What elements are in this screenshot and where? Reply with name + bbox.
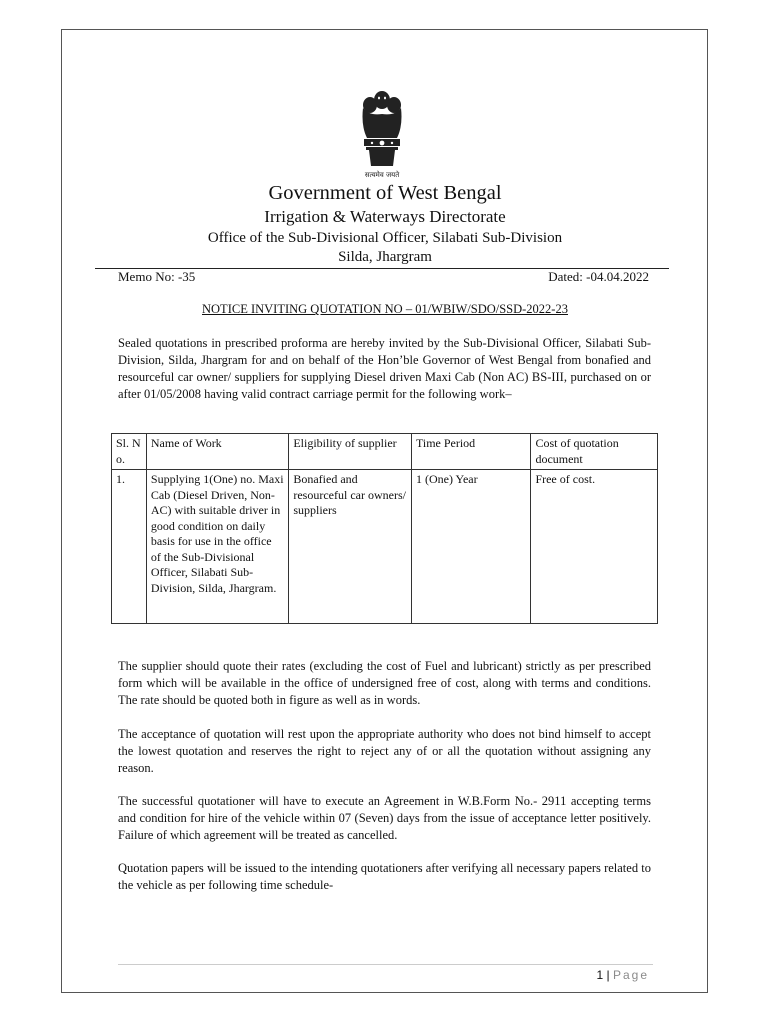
header-time-period: Time Period xyxy=(411,434,530,470)
directorate-title: Irrigation & Waterways Directorate xyxy=(264,207,506,226)
emblem-motto: सत्यमेव जयते xyxy=(364,171,400,179)
intro-paragraph: Sealed quotations in prescribed proforma are hereby invited by the Sub-Divisional Officer, Silabati Sub-Division, Silda, Jhargram for and on behalf of the Hon’ble Governor of West Bengal from bonafied and resourceful car owner/ suppliers for supplying Diesel driven Maxi Cab (Non AC) BS-III, purchased on or after 01/05/2008 having valid contract carriage permit for the following work– xyxy=(118,336,651,401)
work-table xyxy=(111,433,658,624)
paragraph-schedule: Quotation papers will be issued to the intending quotationers after verifying all necessary papers related to the vehicle as per following time schedule- xyxy=(118,861,651,892)
cell-cost: Free of cost. xyxy=(531,470,658,624)
notice-title: NOTICE INVITING QUOTATION NO – 01/WBIW/SDO/SSD-2022-23 xyxy=(202,302,568,316)
paragraph-agreement: The successful quotationer will have to execute an Agreement in W.B.Form No.- 2911 accepting terms and condition for hire of the vehicle within 07 (Seven) days from the issue of acceptance letter positively. Failure of which agreement will be treated as cancelled. xyxy=(118,794,651,842)
office-title: Office of the Sub-Divisional Officer, Silabati Sub-Division xyxy=(207,230,563,246)
table-header-row xyxy=(112,434,658,470)
paragraph-acceptance: The acceptance of quotation will rest upon the appropriate authority who does not bind himself to accept the lowest quotation and reserves the right to reject any of or all the quotation without assigning any reason. xyxy=(118,727,651,775)
page-number: 1 xyxy=(596,968,604,982)
cell-name-of-work: Supplying 1(One) no. Maxi Cab (Diesel Driven, Non-AC) with suitable driver in good condition on daily basis for use in the office of the Sub-Divisional Officer, Silabati Sub-Division, Silda, Jhargram. xyxy=(146,470,288,624)
location-title: Silda, Jhargram xyxy=(338,249,432,265)
table-row xyxy=(112,470,658,624)
footer-rule xyxy=(118,964,653,965)
page-word: Page xyxy=(612,968,649,982)
header-eligibility: Eligibility of supplier xyxy=(289,434,412,470)
state-emblem-icon xyxy=(355,86,409,176)
header-name-of-work: Name of Work xyxy=(146,434,288,470)
header-cost: Cost of quotation document xyxy=(531,434,658,470)
header-sl: Sl. N o. xyxy=(112,434,147,470)
memo-number: Memo No: -35 xyxy=(118,269,196,284)
memo-date: Dated: -04.04.2022 xyxy=(548,269,649,284)
page-separator: | xyxy=(606,968,610,982)
government-title: Government of West Bengal xyxy=(268,182,502,204)
cell-sl: 1. xyxy=(112,470,147,624)
cell-eligibility: Bonafied and resourceful car owners/ suppliers xyxy=(289,470,412,624)
page-footer xyxy=(596,968,649,982)
paragraph-rates: The supplier should quote their rates (excluding the cost of Fuel and lubricant) strictly as per prescribed form which will be available in the office of undersigned free of cost, along with terms and conditions. The rate should be quoted both in figure as well as in words. xyxy=(118,659,651,707)
cell-time-period: 1 (One) Year xyxy=(411,470,530,624)
